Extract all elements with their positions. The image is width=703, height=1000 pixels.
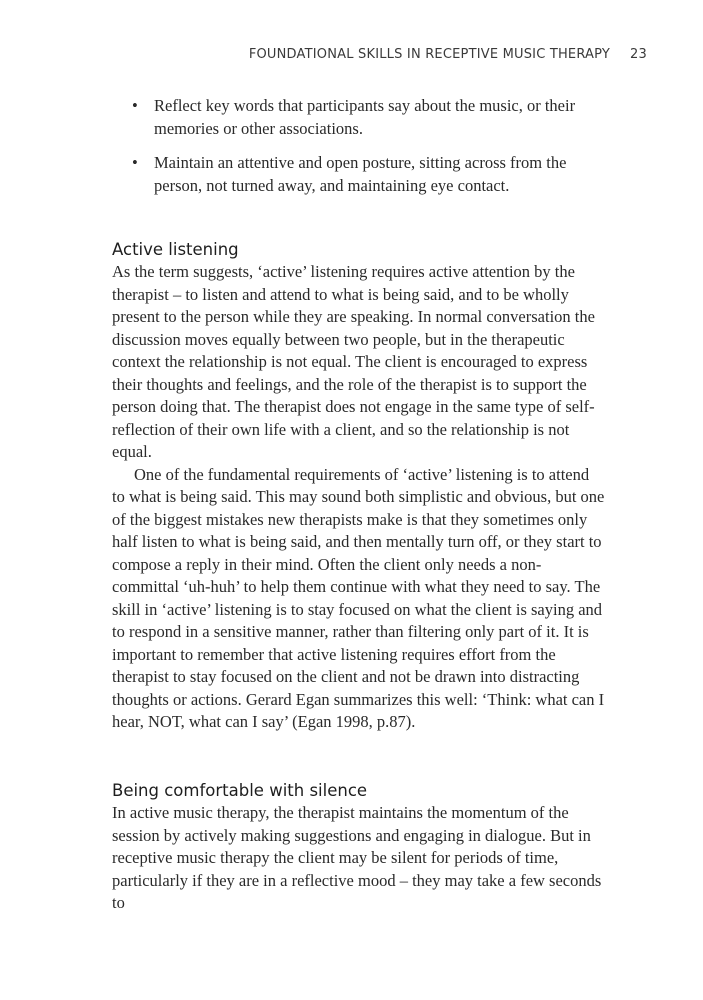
bullet-text: Reflect key words that participants say about the music, or their memories or other associations. (154, 96, 576, 138)
bullet-list (112, 94, 606, 208)
section-active-listening (112, 239, 606, 734)
list-item (112, 151, 606, 197)
section-heading: Active listening (112, 240, 239, 259)
body-paragraph: In active music therapy, the therapist maintains the momentum of the session by actively making suggestions and engaging in dialogue. But in receptive music therapy the client may be silent for periods of time, particularly if they are in a reflective mood – they may take a few seconds to (112, 803, 602, 912)
bullet-icon: • (132, 153, 138, 172)
body-paragraph: As the term suggests, ‘active’ listening requires active attention by the therapist – to listen and attend to what is being said, and to be wholly present to the person while they are speaking. In normal conversation the discussion moves equally between two people, but in the therapeutic context the relationship is not equal. The client is encouraged to express their thoughts and feelings, and the role of the therapist is to support the person doing that. The therapist does not engage in the same type of self-reflection of their own life with a client, and so the relationship is not equal. (112, 262, 595, 461)
list-item (112, 94, 606, 140)
section-silence (112, 780, 606, 915)
bullet-text: Maintain an attentive and open posture, sitting across from the person, not turned away, and maintaining eye contact. (154, 153, 567, 195)
running-header (249, 47, 647, 62)
bullet-icon: • (132, 96, 138, 115)
section-heading: Being comfortable with silence (112, 781, 368, 800)
page-number: 23 (630, 47, 647, 62)
running-title: FOUNDATIONAL SKILLS IN RECEPTIVE MUSIC THERAPY (248, 47, 611, 62)
body-paragraph: One of the fundamental requirements of ‘active’ listening is to attend to what is being said. This may sound both simplistic and obvious, but one of the biggest mistakes new therapists make is that they sometimes only half listen to what is being said, and then mentally turn off, or they start to compose a reply in their mind. Often the client only needs a non-committal ‘uh-huh’ to help them continue with what they need to say. The skill in ‘active’ listening is to stay focused on what the client is saying and to respond in a sensitive manner, rather than filtering only part of it. It is important to remember that active listening requires effort from the therapist to stay focused on the client and not be drawn into distracting thoughts or actions. Gerard Egan summarizes this well: ‘Think: what can I hear, NOT, what can I say’ (Egan 1998, p.87). (112, 464, 605, 731)
